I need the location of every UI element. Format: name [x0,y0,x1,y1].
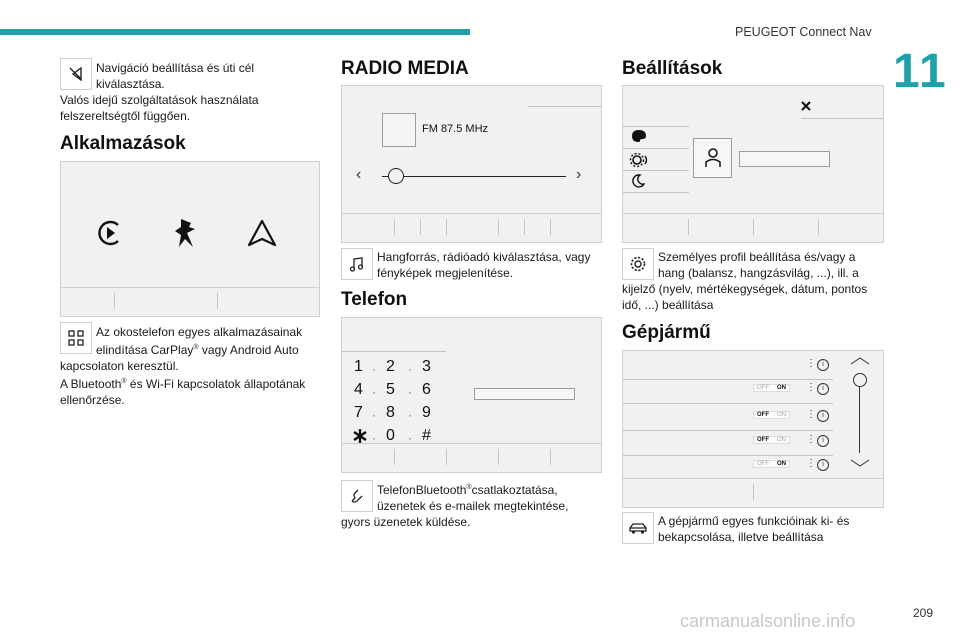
phone-description: TelefonBluetooth®csatlakoztatása, üzenetek és e-mailek megtekintése, gyors üzenetek küldése. [341,483,569,529]
radio-frequency: FM 87.5 MHz [422,123,489,135]
previous-station-chevron-icon: ‹ [356,166,362,183]
frequency-slider-track [382,176,566,177]
vehicle-description: A gépjármű egyes funkcióinak ki- és bekapcsolása, illetve beállítása [658,514,850,544]
keypad-separator: · [372,385,376,399]
android-auto-icon [247,219,277,247]
vehicle-heading: Gépjármű [622,322,711,343]
phone-screen-bottom-bar [342,443,601,472]
radio-screen-bottom-bar [342,213,601,242]
info-icon: i [817,359,829,371]
keypad-key: 2 [386,358,395,375]
vehicle-screen-bottom-bar [623,478,883,507]
radio-media-heading: RADIO MEDIA [341,58,469,79]
row-menu-icon: ⋮ [806,458,816,469]
keypad-key: 8 [386,404,395,421]
keypad-separator: · [372,431,376,445]
carplay-icon [96,219,124,247]
keypad-key: 6 [422,381,431,398]
keypad-separator: · [372,362,376,376]
frequency-slider-knob [388,168,404,184]
info-icon: i [817,410,829,422]
on-off-toggle: OFF ON [753,460,790,468]
on-off-toggle: OFF ON [753,384,790,392]
keypad-separator: · [408,408,412,422]
night-mode-moon-icon [631,174,645,188]
keypad-separator: · [372,408,376,422]
keypad-key: 9 [422,404,431,421]
keypad-key: 1 [354,358,363,375]
row-menu-icon: ⋮ [806,382,816,393]
settings-screen [622,85,884,243]
apps-screen [60,161,320,317]
phone-screen [341,317,602,473]
station-artwork-box [382,113,416,147]
keypad-key: 0 [386,427,395,444]
info-icon: i [817,435,829,447]
settings-screen-bottom-bar [623,213,883,242]
header-title: PEUGEOT Connect Nav [735,25,872,39]
row-menu-icon: ⋮ [806,434,816,445]
settings-description: Személyes profil beállítása és/vagy a hang (balansz, hangzásvilág, ...), ill. a kijelző (nyelv, mértékegységek, dátum, pontos idő, ...) beállítása [622,250,868,312]
scroll-track [859,387,860,453]
page-number: 209 [912,606,933,620]
watermark: carmanualsonline.info [680,611,856,631]
scroll-up-chevron-icon [850,357,870,365]
settings-heading: Beállítások [622,58,723,79]
header-accent-bar [0,29,470,35]
keypad-key: # [422,427,431,444]
next-station-chevron-icon: › [576,166,582,183]
sound-settings-icon [629,152,649,168]
keypad-separator: · [408,362,412,376]
asterisk-key-icon [352,428,368,444]
row-menu-icon: ⋮ [806,409,816,420]
scroll-thumb [853,373,867,387]
profile-box [693,138,732,178]
dialed-number-field [474,388,575,400]
keypad-key: 5 [386,381,395,398]
keypad-separator: · [408,431,412,445]
close-icon [800,100,812,112]
keypad-key: 4 [354,381,363,398]
scroll-down-chevron-icon [850,459,870,467]
on-off-toggle: OFF ON [753,436,790,444]
info-icon: i [817,459,829,471]
chapter-number: 11 [893,45,948,98]
row-menu-icon: ⋮ [806,358,816,369]
apps-heading: Alkalmazások [60,133,186,154]
info-icon: i [817,383,829,395]
radio-description: Hangforrás, rádióadó kiválasztása, vagy fényképek megjelenítése. [377,250,591,280]
radio-screen [341,85,602,243]
palette-icon [631,129,647,143]
keypad-key: 3 [422,358,431,375]
apps-description: Az okostelefon egyes alkalmazásainak elindítása CarPlay® vagy Android Auto kapcsolaton keresztül. A Bluetooth® és Wi-Fi kapcsolatok állapotának ellenőrzése. [60,325,306,407]
peugeot-lion-icon [171,217,201,249]
keypad-separator: · [408,385,412,399]
phone-heading: Telefon [341,289,408,310]
vehicle-screen [622,350,884,508]
user-profile-icon [703,147,723,169]
profile-name-field [739,151,830,167]
apps-screen-bottom-bar [61,287,319,316]
on-off-toggle: OFF ON [753,411,790,419]
navigation-description: Navigáció beállítása és úti cél kiválasztása. Valós idejű szolgáltatások használata felszereltségtől függően. [60,61,259,123]
keypad-key: 7 [354,404,363,421]
